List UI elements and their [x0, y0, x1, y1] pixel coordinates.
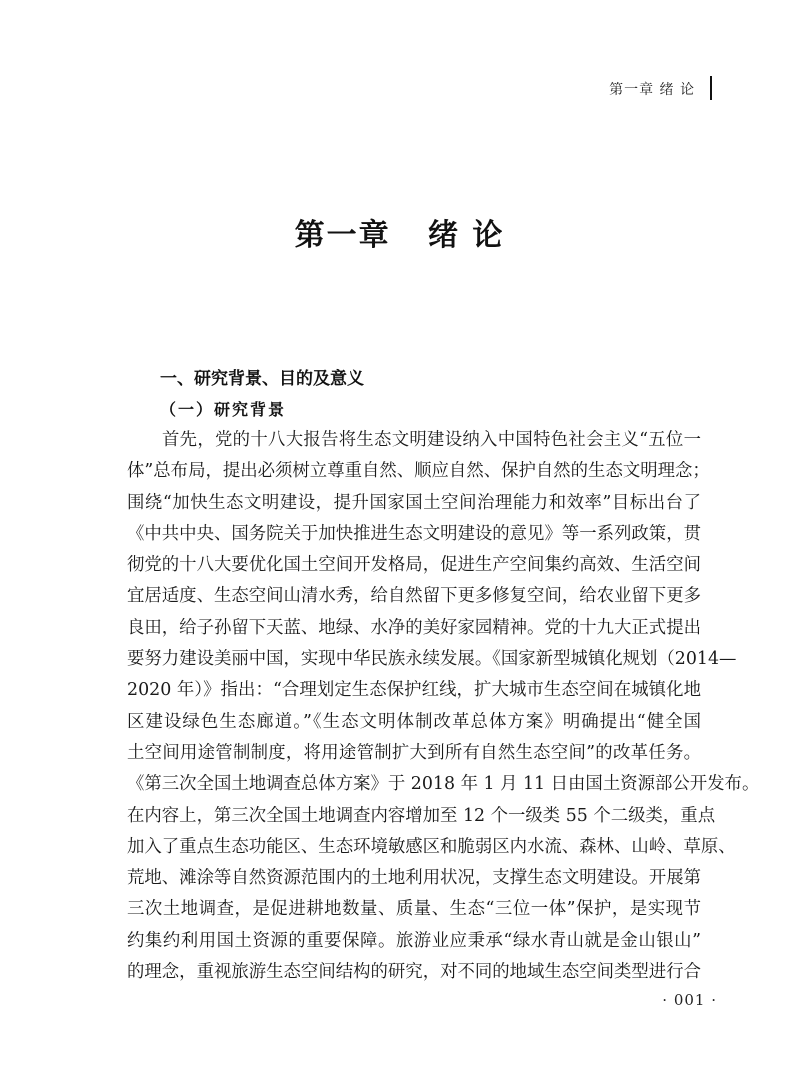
body-line: 的理念，重视旅游生态空间结构的研究，对不同的地域生态空间类型进行合	[127, 962, 701, 983]
body-line: 首先，党的十八大报告将生态文明建设纳入中国特色社会主义“五位一	[162, 430, 701, 450]
body-line: 《第三次全国土地调查总体方案》于 2018 年 1 月 11 日由国土资源部公开发布。	[127, 774, 760, 795]
body-line: 围绕“加快生态文明建设，提升国家国土空间治理能力和效率”目标出台了	[127, 492, 701, 513]
section-heading: 一、研究背景、目的及意义	[160, 369, 364, 389]
body-line: 区建设绿色生态廊道。”《生态文明体制改革总体方案》明确提出“健全国	[127, 711, 701, 732]
body-line: 在内容上，第三次全国土地调查内容增加至 12 个一级类 55 个二级类，重点	[127, 805, 716, 826]
body-line: 约集约利用国土资源的重要保障。旅游业应秉承“绿水青山就是金山银山”	[127, 930, 701, 951]
body-line: 2020 年）》指出：“合理划定生态保护红线，扩大城市生态空间在城镇化地	[127, 680, 701, 701]
body-line: 良田，给子孙留下天蓝、地绿、水净的美好家园精神。党的十九大正式提出	[127, 617, 701, 638]
running-header: 第一章 绪 论	[609, 82, 695, 98]
body-line: 宜居适度、生态空间山清水秀，给自然留下更多修复空间，给农业留下更多	[127, 586, 701, 607]
body-line: 要努力建设美丽中国，实现中华民族永续发展。《国家新型城镇化规划（2014—	[127, 649, 737, 670]
body-line: 土空间用途管制制度，将用途管制扩大到所有自然生态空间”的改革任务。	[127, 742, 701, 763]
body-line: 三次土地调查，是促进耕地数量、质量、生态“三位一体”保护，是实现节	[127, 899, 701, 920]
header-rule	[710, 76, 712, 100]
page-number: · 001 ·	[662, 991, 717, 1009]
chapter-title: 第一章 绪 论	[294, 218, 505, 253]
body-line: 荒地、滩涂等自然资源范围内的土地利用状况，支撑生态文明建设。开展第	[127, 868, 701, 889]
body-line: 《中共中央、国务院关于加快推进生态文明建设的意见》等一系列政策，贯	[127, 523, 701, 544]
body-paragraph	[127, 425, 760, 988]
body-line: 彻党的十八大要优化国土空间开发格局，促进生产空间集约高效、生活空间	[127, 555, 701, 576]
subsection-heading: （一）研究背景	[160, 400, 287, 419]
body-line: 加入了重点生态功能区、生态环境敏感区和脆弱区内水流、森林、山岭、草原、	[127, 836, 736, 857]
body-line: 体”总布局，提出必须树立尊重自然、顺应自然、保护自然的生态文明理念；	[127, 461, 710, 482]
